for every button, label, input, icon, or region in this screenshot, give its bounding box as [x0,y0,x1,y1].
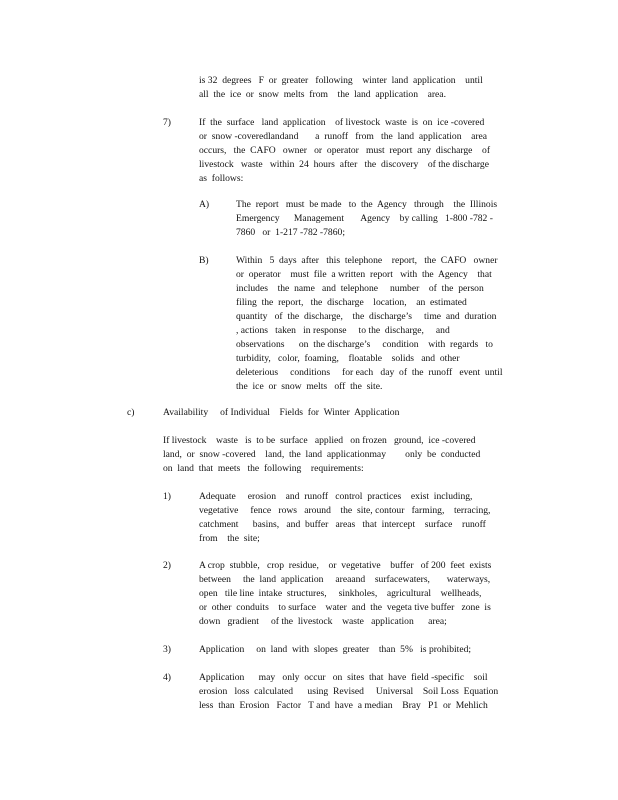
text-line: 7860 or 1-217 -782 -7860; [236,227,345,238]
text-line: observations on the discharge’s condition with regards to [236,339,493,350]
section-c-item-4-text [199,671,498,713]
text-line: includes the name and telephone number of the person [236,283,484,294]
text-line: as follows: [199,173,244,184]
text-line: If the surface land application of livestock waste is on ice -covered [199,117,485,128]
text-line: down gradient of the livestock waste application area; [199,616,447,627]
text-line: or other conduits to surface water and the vegeta tive buffer zone is [199,602,491,613]
text-line: , actions taken in response to the discharge, and [236,325,450,336]
section-c-item-2-text [199,559,491,629]
text-line: catchment basins, and buffer areas that intercept surface runoff [199,519,486,530]
item-7b-text [236,254,503,394]
text-line: or snow -coveredlandand a runoff from the land application area [199,131,488,142]
text-line: vegetative fence rows around the site, contour farming, terracing, [199,505,491,516]
text-line: open tile line intake structures, sinkholes, agricultural wellheads, [199,588,482,599]
section-c-item-3-number: 3) [163,644,171,655]
text-line: The report must be made to the Agency through the Illinois [236,199,498,210]
text-line: all the ice or snow melts from the land application area. [199,89,446,100]
item-6-continuation [199,74,483,102]
text-line: turbidity, color, foaming, floatable solids and other [236,353,460,364]
text-line: occurs, the CAFO owner or operator must report any discharge of [199,145,491,156]
section-c-number: c) [127,407,135,418]
text-line: is 32 degrees F or greater following winter land application until [199,75,483,86]
item-7-text [199,116,490,186]
text-line: on land that meets the following requirements: [163,463,364,474]
item-7b-number: B) [199,255,209,266]
text-line: the ice or snow melts off the site. [236,381,383,392]
text-line: land, or snow -covered land, the land applicationmay only be conducted [163,449,481,460]
section-c-item-1-number: 1) [163,491,171,502]
text-line: A crop stubble, crop residue, or vegetative buffer of 200 feet exists [199,560,492,571]
section-c-item-1-text [199,490,490,546]
text-line: livestock waste within 24 hours after the discovery of the discharge [199,159,489,170]
section-c-intro [163,434,480,476]
text-line: Emergency Management Agency by calling 1-800 -782 - [236,213,493,224]
section-c-item-3-text [199,643,471,657]
text-line: quantity of the discharge, the discharge’s time and duration [236,311,497,322]
section-c-heading: Availability of Individual Fields for Winter Application [163,407,400,418]
text-line: Within 5 days after this telephone report, the CAFO owner [236,255,498,266]
section-c-item-4-number: 4) [163,672,171,683]
item-7-number: 7) [163,117,171,128]
text-line: Adequate erosion and runoff control practices exist including, [199,491,473,502]
text-line: filing the report, the discharge location, an estimated [236,297,467,308]
text-line: or operator must file a written report with the Agency that [236,269,492,280]
item-7a-text [236,198,497,240]
text-line: between the land application areaand surfacewaters, waterways, [199,574,491,585]
item-7a-number: A) [199,199,210,210]
text-line: less than Erosion Factor T and have a median Bray P1 or Mehlich [199,700,488,711]
text-line: Application may only occur on sites that have field -specific soil [199,672,488,683]
text-line: erosion loss calculated using Revised Universal Soil Loss Equation [199,686,499,697]
text-line: from the site; [199,533,260,544]
text-line: deleterious conditions for each day of the runoff event until [236,367,503,378]
text-line: Application on land with slopes greater than 5% is prohibited; [199,644,472,655]
text-line: If livestock waste is to be surface applied on frozen ground, ice -covered [163,435,476,446]
section-c-item-2-number: 2) [163,560,171,571]
